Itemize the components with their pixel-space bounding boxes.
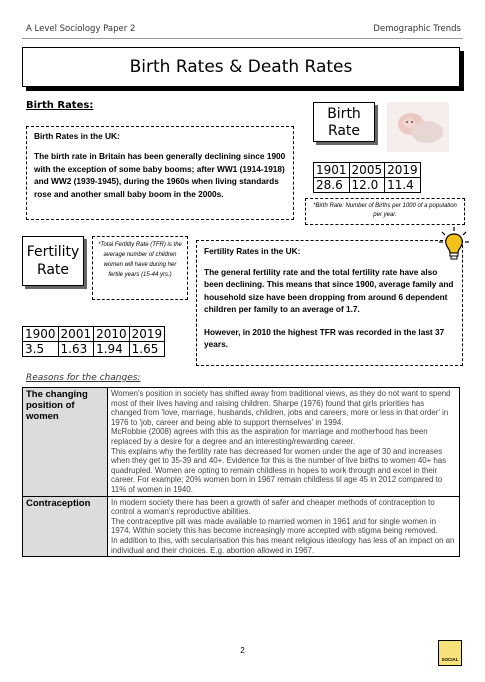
title-box <box>22 47 460 87</box>
table-row <box>314 163 421 178</box>
logo-text: SOCIAL <box>441 657 459 662</box>
baby-image <box>387 102 449 152</box>
table-cell: 28.6 <box>314 178 350 193</box>
table-cell: 1.65 <box>129 342 165 357</box>
table-cell: 3.5 <box>23 342 59 357</box>
reason-paragraph: McRobbie (2008) agrees with this as the aspiration for marriage and motherhood has been replaced by a desire for a degree and an interesting/rewarding career. <box>111 427 428 446</box>
birth-uk-body: The birth rate in Britain has been generally declining since 1900 with the exception of some baby booms; after WW1 (1914-1918) and WW2 (1939-1945), during the 1960s when living standards rose and another small baby boom in the 2000s. <box>34 151 286 199</box>
fertility-uk-body2: However, in 2010 the highest TFR was recorded in the last 37 years. <box>204 326 445 350</box>
tfr-note <box>92 236 188 300</box>
reason-paragraph: This explains why the fertility rate has decreased for women under the age of 30 and increases when they get to 35-39 and 40+. Evidence for this is the number of live births to women 40+ has quadrupled. Women are opting to remain childless in hopes to work through and excel in their career. For example; 20% women born in 1967 remain childless til age 45 in 2012 compared to 11% of women in 1940. <box>111 446 447 494</box>
table-cell: 1.63 <box>58 342 94 357</box>
table-row <box>23 342 165 357</box>
table-cell: 2019 <box>129 327 165 342</box>
lightbulb-icon <box>438 226 470 262</box>
fertility-rate-label: Fertility Rate <box>22 236 84 286</box>
page-title: Birth Rates & Death Rates <box>129 57 353 77</box>
fertility-uk-box <box>196 240 463 366</box>
birth-rate-label: Birth Rate <box>313 102 375 142</box>
birth-rate-note <box>305 198 465 225</box>
page-number: 2 <box>240 646 245 655</box>
fertility-rate-table <box>22 326 165 357</box>
table-cell: 2001 <box>58 327 94 342</box>
table-row <box>23 496 460 557</box>
header-left: A Level Sociology Paper 2 <box>26 24 136 34</box>
reason-body <box>108 388 460 497</box>
fertility-uk-body1: The general fertility rate and the total fertility rate have also been declining. This means that since 1900, average family and household size have been dropping from around 6 dependent children per family to an average of 1.7. <box>204 267 454 315</box>
table-cell: 2019 <box>385 163 421 178</box>
reason-title: Contraception <box>23 496 108 557</box>
table-cell: 2005 <box>349 163 385 178</box>
birth-rate-note-text: *Birth Rate: Number of Births per 1000 of a population per year. <box>313 203 457 218</box>
table-cell: 2010 <box>94 327 130 342</box>
baby-photo-icon <box>387 102 449 152</box>
table-cell: 11.4 <box>385 178 421 193</box>
reasons-heading: Reasons for the changes: <box>26 373 141 383</box>
reason-paragraph: The contraceptive pill was made available to married women in 1961 and for single women in 1974. Within society this has become increasingly more accepted with stigma being removed. <box>111 516 438 536</box>
table-row <box>23 388 460 497</box>
social-logo <box>438 640 462 666</box>
header-divider <box>22 38 463 39</box>
table-row <box>314 178 421 193</box>
reason-paragraph: In modern society there has been a growth of safer and cheaper methods of contraception to control a woman's reproductive abilities. <box>111 497 435 517</box>
birth-rate-table <box>313 162 421 193</box>
reason-title: The changing position of women <box>23 388 108 497</box>
table-cell: 12.0 <box>349 178 385 193</box>
reasons-table <box>22 387 460 557</box>
reason-paragraph: Women's position in society has shifted away from traditional views, as they do not want to spend most of their lives having and raising children. Sharpe (1976) found that girls priorities has changed from 'love, marriage, husbands, children, jobs and careers, more or less in that order' in 1976 to 'job, career and being able to support themselves' in 1994. <box>111 389 451 427</box>
header-right: Demographic Trends <box>373 24 461 34</box>
reason-paragraph: In addition to this, with secularisation this has meant religious ideology has less of an impact on an individual and their choices. E.g. abortion allowed in 1967. <box>111 535 455 555</box>
fertility-uk-heading: Fertility Rates in the UK: <box>204 246 301 256</box>
table-row <box>23 327 165 342</box>
table-cell: 1.94 <box>94 342 130 357</box>
table-cell: 1900 <box>23 327 59 342</box>
section-birth-heading: Birth Rates: <box>26 100 94 111</box>
reason-body <box>108 496 460 557</box>
table-cell: 1901 <box>314 163 350 178</box>
birth-uk-heading: Birth Rates in the UK: <box>34 131 120 141</box>
tfr-note-text: *Total Fertility Rate (TFR) is the average number of children women will have during her fertile years (15-44 yrs.) <box>98 242 182 278</box>
birth-uk-box <box>26 126 294 220</box>
